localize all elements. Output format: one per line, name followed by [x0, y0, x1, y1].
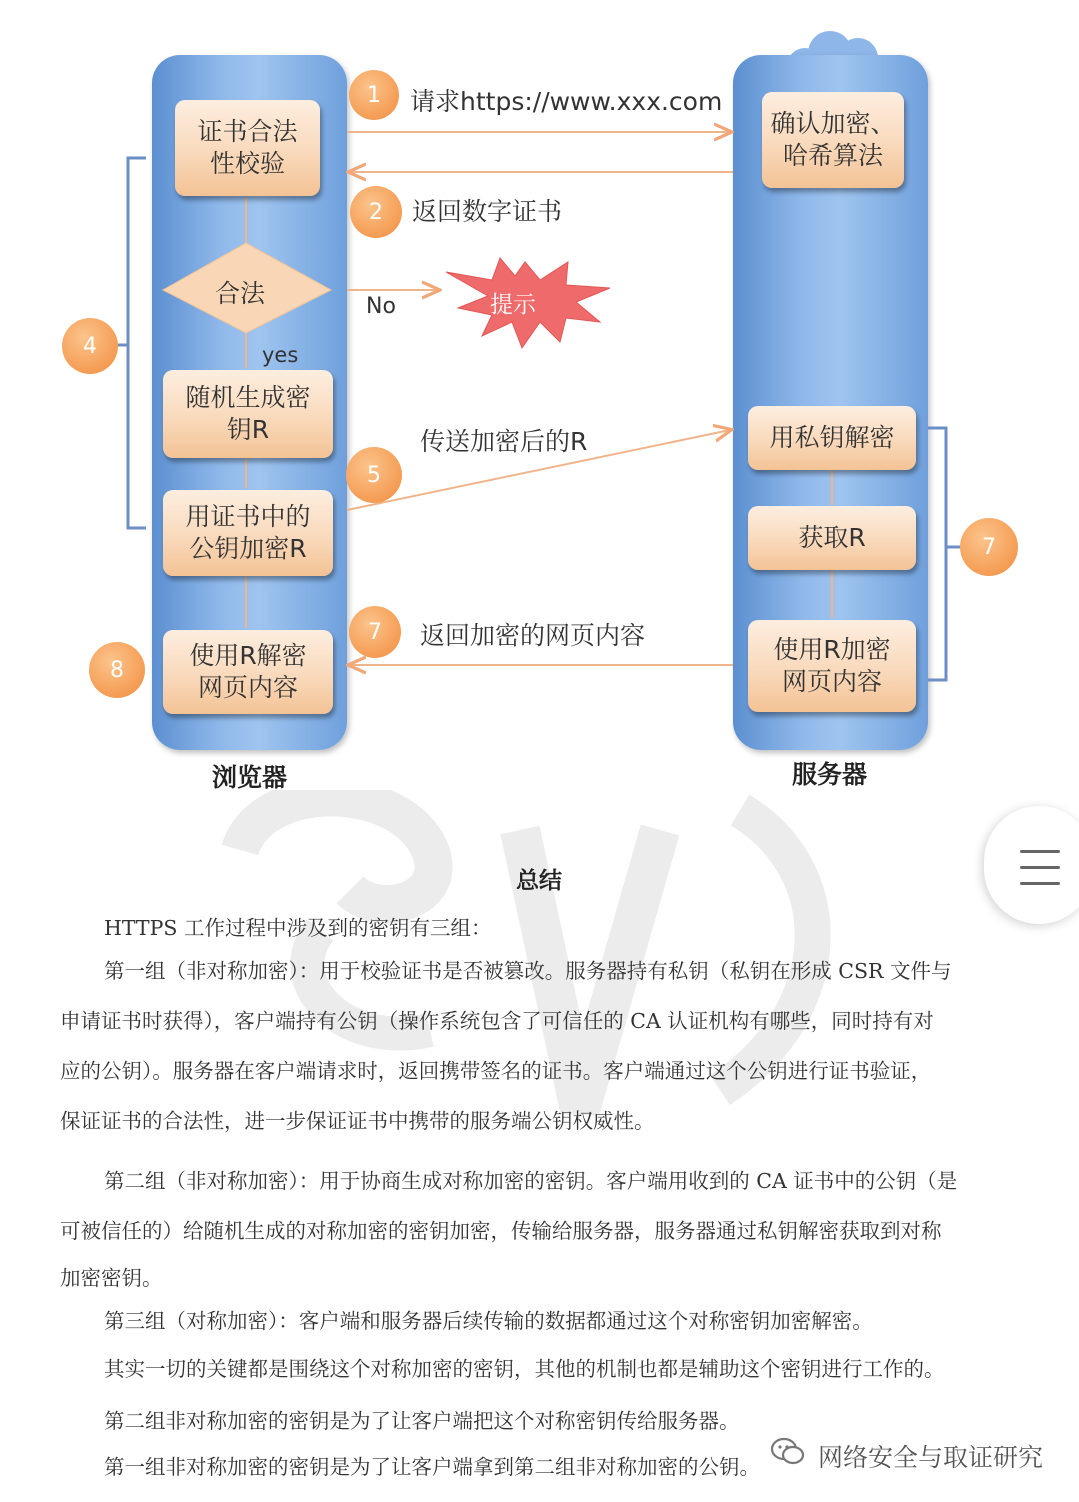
step-2-label: 返回数字证书: [412, 197, 563, 226]
step-2-circle: 2: [350, 186, 402, 238]
alert-label: 提示: [490, 292, 536, 318]
wechat-icon: [770, 1436, 806, 1468]
get-r-box: 获取R: [748, 506, 916, 570]
group-two-purpose-text: 第二组非对称加密的密钥是为了让客户端把这个对称密钥传给服务器。: [104, 1409, 740, 1433]
browser-title: 浏览器: [212, 763, 288, 792]
server-title: 服务器: [792, 760, 868, 789]
group-one-line-1: 第一组（非对称加密）：用于校验证书是否被篡改。服务器持有私钥（私钥在形成 CSR 文件与: [104, 959, 952, 983]
decision-legal-label: 合法: [215, 279, 266, 308]
encrypt-page-box: 使用R加密 网页内容: [748, 620, 916, 712]
step-1-circle: 1: [349, 70, 399, 120]
key-idea-text: 其实一切的关键都是围绕这个对称加密的密钥，其他的机制也都是辅助这个密钥进行工作的。: [104, 1357, 945, 1381]
group-two-paragraph: [60, 1156, 1030, 1300]
no-label: No: [366, 294, 396, 319]
step-7-circle: 7: [349, 606, 401, 658]
group-three-text: 第三组（对称加密）：客户端和服务器后续传输的数据都通过这个对称密钥加密解密。: [104, 1309, 873, 1333]
menu-icon-line-1: [1020, 850, 1060, 853]
group-two-line-1: 第二组（非对称加密）：用于协商生成对称加密的密钥。客户端用收到的 CA 证书中的公钥（是: [104, 1169, 958, 1193]
verify-certificate-box: 证书合法 性校验: [175, 100, 320, 196]
group-two-line-2: 可被信任的）给随机生成的对称加密的密钥加密，传输给服务器，服务器通过私钥解密获取到对称: [60, 1219, 942, 1243]
group-one-purpose-text: 第一组非对称加密的密钥是为了让客户端拿到第二组非对称加密的公钥。: [104, 1455, 760, 1479]
confirm-algorithm-box: 确认加密、 哈希算法: [762, 92, 904, 188]
group-two-line-3: 加密密钥。: [60, 1266, 163, 1290]
intro-text: HTTPS 工作过程中涉及到的密钥有三组：: [104, 916, 492, 940]
group-one-line-4: 保证证书的合法性，进一步保证证书中携带的服务端公钥权威性。: [60, 1109, 655, 1133]
group-one-line-2: 申请证书时获得），客户端持有公钥（操作系统包含了可信任的 CA 认证机构有哪些，同时持有对: [60, 1009, 934, 1033]
yes-label: yes: [262, 343, 299, 367]
step-5-circle: 5: [346, 447, 402, 503]
menu-icon-line-3: [1020, 882, 1060, 885]
step-4-circle: 4: [62, 318, 118, 374]
encrypt-r-box: 用证书中的 公钥加密R: [163, 490, 333, 576]
summary-title: 总结: [516, 868, 562, 894]
private-key-decrypt-box: 用私钥解密: [748, 406, 916, 470]
step-1-label: 请求https://www.xxx.com: [410, 87, 723, 116]
group-one-line-3: 应的公钥）。服务器在客户端请求时，返回携带签名的证书。客户端通过这个公钥进行证书验证，: [60, 1059, 932, 1083]
group-three-paragraph: [104, 1296, 1074, 1346]
account-watermark: 网络安全与取证研究: [817, 1443, 1043, 1472]
group-one-paragraph: [60, 946, 1030, 1146]
step-8-circle: 8: [89, 642, 145, 698]
step-7-server-circle: 7: [960, 518, 1018, 576]
generate-key-box: 随机生成密 钥R: [163, 370, 333, 458]
menu-icon-line-2: [1020, 866, 1060, 869]
step-7-label: 返回加密的网页内容: [420, 621, 646, 650]
step-5-label: 传送加密后的R: [420, 427, 588, 456]
decrypt-page-box: 使用R解密 网页内容: [163, 630, 333, 714]
key-idea-paragraph: [104, 1344, 1074, 1394]
